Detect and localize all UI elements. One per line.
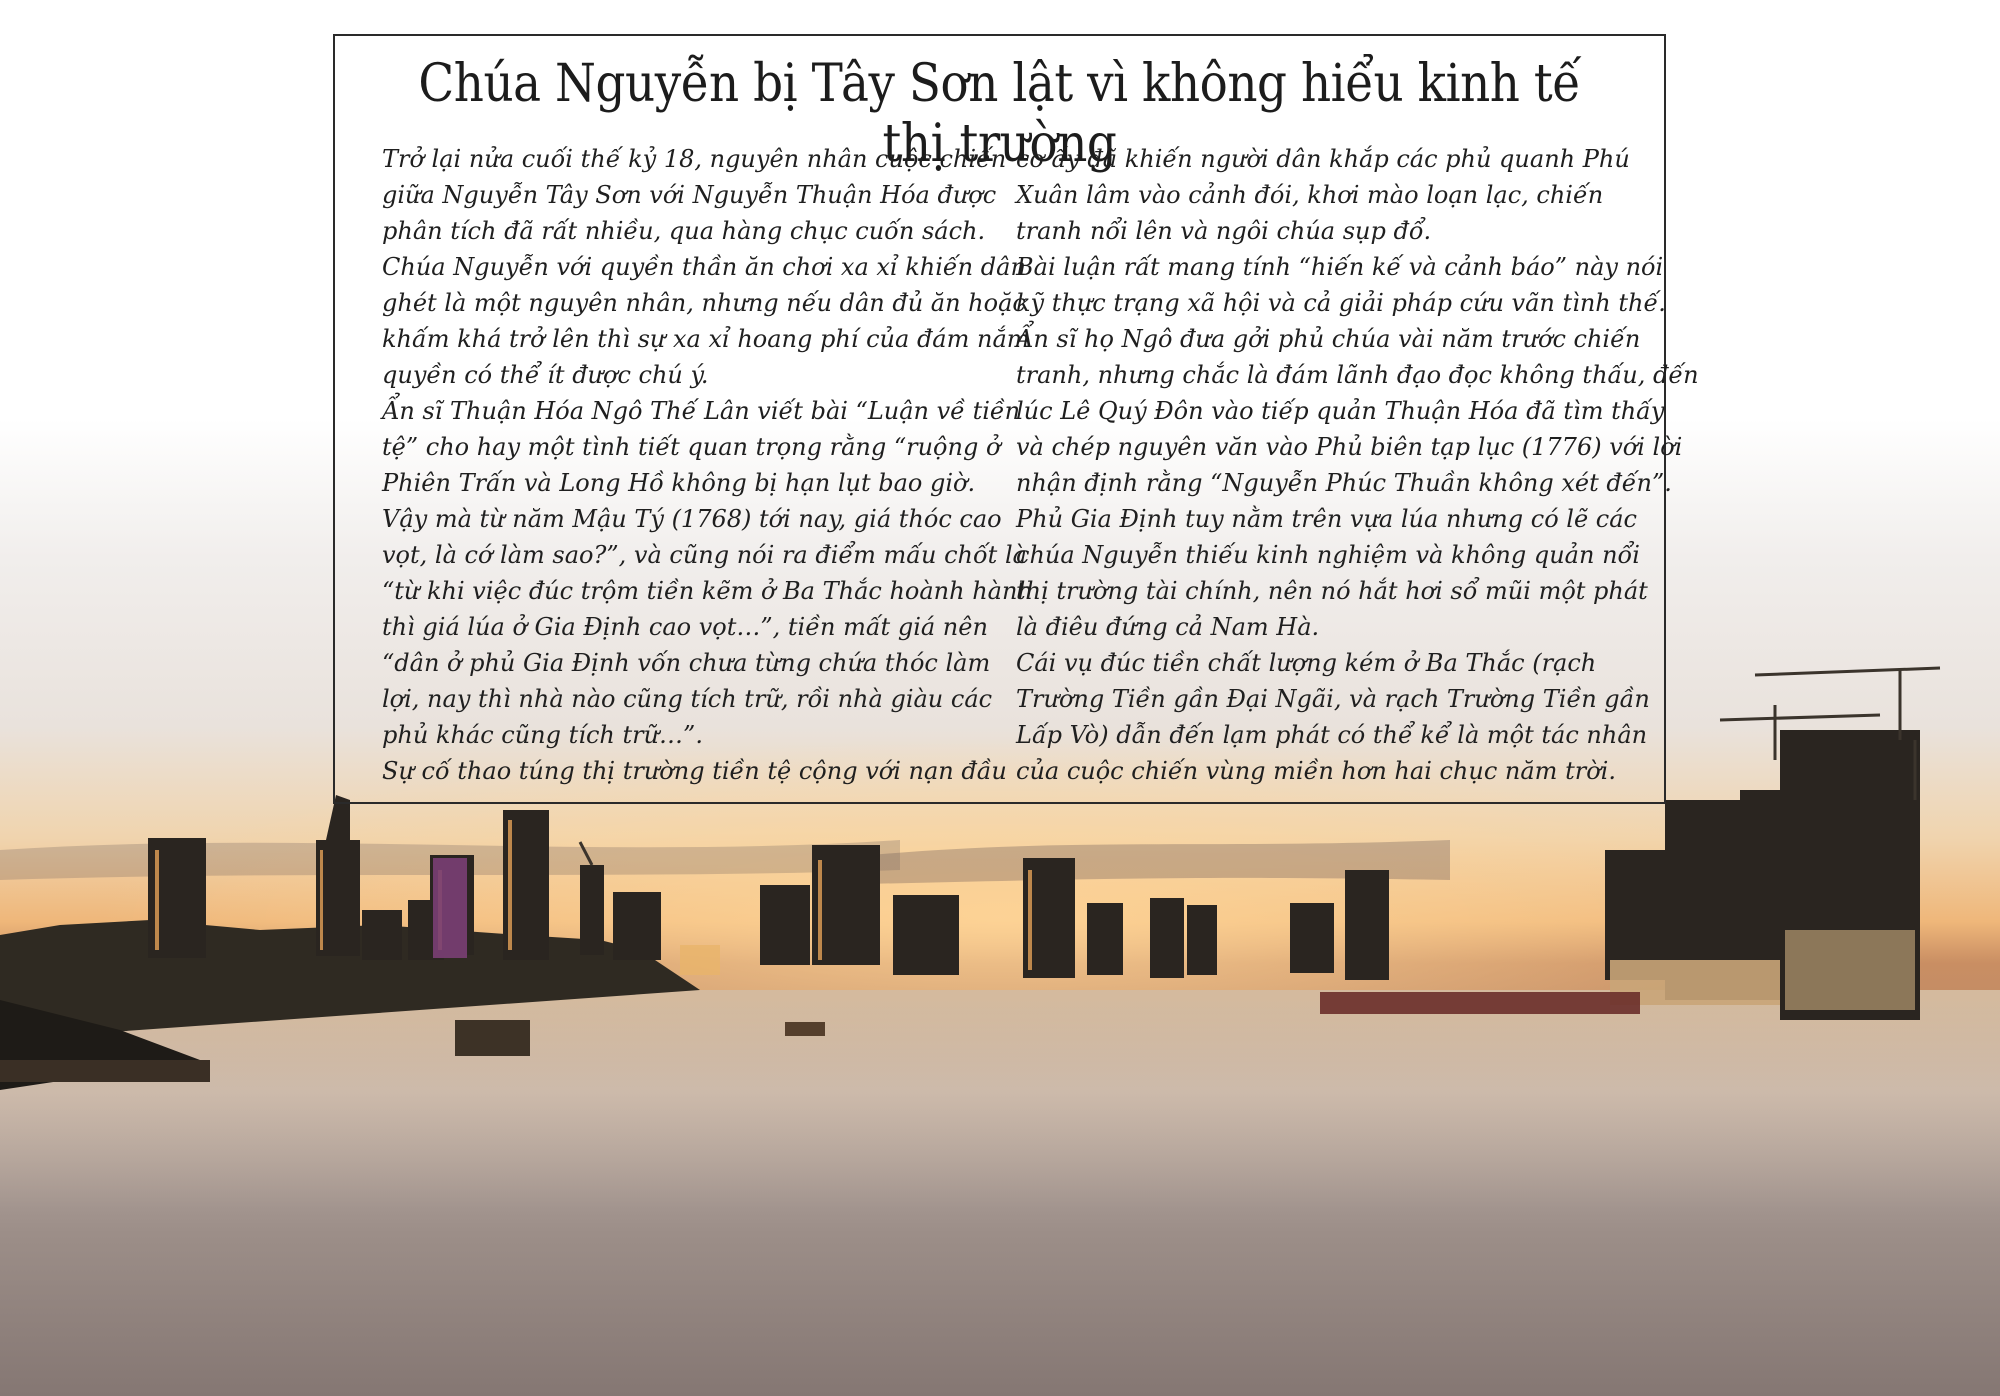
paragraph-line: nhận định rằng “Nguyễn Phúc Thuần không xét đến”. <box>1016 469 1672 497</box>
paragraph-line: tệ” cho hay một tình tiết quan trọng rằng “ruộng ở <box>382 433 1001 461</box>
paragraph-line: Phủ Gia Định tuy nằm trên vựa lúa nhưng có lẽ các <box>1016 505 1637 533</box>
paragraph-line: Ẩn sĩ Thuận Hóa Ngô Thế Lân viết bài “Luận về tiền <box>382 397 1021 425</box>
paragraph-line: lợi, nay thì nhà nào cũng tích trữ, rồi nhà giàu các <box>382 685 993 713</box>
paragraph-line: Xuân lâm vào cảnh đói, khơi mào loạn lạc, chiến <box>1016 181 1604 209</box>
paragraph-line: phủ khác cũng tích trữ…”. <box>382 721 703 749</box>
paragraph-line: khấm khá trở lên thì sự xa xỉ hoang phí của đám nắm <box>382 325 1030 353</box>
paragraph-line: Lấp Vò) dẫn đến lạm phát có thể kể là một tác nhân <box>1016 721 1648 749</box>
paragraph-line: kỹ thực trạng xã hội và cả giải pháp cứu vãn tình thế. <box>1016 289 1666 317</box>
paragraph-line: ghét là một nguyên nhân, nhưng nếu dân đủ ăn hoặc <box>382 289 1026 317</box>
paragraph-line: giữa Nguyễn Tây Sơn với Nguyễn Thuận Hóa được <box>382 181 997 209</box>
paragraph-line: Phiên Trấn và Long Hồ không bị hạn lụt bao giờ. <box>382 469 976 497</box>
paragraph-line: của cuộc chiến vùng miền hơn hai chục năm trời. <box>1016 757 1616 785</box>
article-title: Chúa Nguyễn bị Tây Sơn lật vì không hiểu kinh tế thị trường <box>418 54 1581 174</box>
paragraph-line: “từ khi việc đúc trộm tiền kẽm ở Ba Thắc hoành hành <box>382 577 1033 605</box>
paragraph-line: lúc Lê Quý Đôn vào tiếp quản Thuận Hóa đã tìm thấy <box>1016 397 1665 425</box>
paragraph-line: thị trường tài chính, nên nó hắt hơi sổ mũi một phát <box>1016 577 1648 605</box>
paragraph-line: vọt, là cớ làm sao?”, và cũng nói ra điểm mấu chốt là <box>382 541 1027 569</box>
paragraph-line: Trường Tiền gần Đại Ngãi, và rạch Trường Tiền gần <box>1016 685 1650 713</box>
paragraph-line: và chép nguyên văn vào Phủ biên tạp lục (1776) với lời <box>1016 433 1683 461</box>
paragraph-line: tranh nổi lên và ngôi chúa sụp đổ. <box>1016 217 1432 245</box>
paragraph-line: “dân ở phủ Gia Định vốn chưa từng chứa thóc làm <box>382 649 991 677</box>
paragraph-line: cơ ấy đã khiến người dân khắp các phủ quanh Phú <box>1016 145 1630 173</box>
paragraph-line: Ẩn sĩ họ Ngô đưa gởi phủ chúa vài năm trước chiến <box>1016 325 1641 353</box>
paragraph-line: chúa Nguyễn thiếu kinh nghiệm và không quản nổi <box>1016 541 1640 569</box>
paragraph-line: Cái vụ đúc tiền chất lượng kém ở Ba Thắc (rạch <box>1016 649 1597 677</box>
paragraph-line: Chúa Nguyễn với quyền thần ăn chơi xa xỉ khiến dân <box>382 253 1026 281</box>
paragraph-line: quyền có thể ít được chú ý. <box>382 361 709 389</box>
paragraph-line: Trở lại nửa cuối thế kỷ 18, nguyên nhân cuộc chiến <box>382 145 1007 173</box>
paragraph-line: tranh, nhưng chắc là đám lãnh đạo đọc không thấu, đến <box>1016 361 1699 389</box>
paragraph-line: Bài luận rất mang tính “hiến kế và cảnh báo” này nói <box>1016 253 1664 281</box>
article-column-right <box>1016 141 1699 789</box>
paragraph-line: là điêu đứng cả Nam Hà. <box>1016 613 1320 641</box>
paragraph-line: Vậy mà từ năm Mậu Tý (1768) tới nay, giá thóc cao <box>382 505 1002 533</box>
paragraph-line: Sự cố thao túng thị trường tiền tệ cộng với nạn đầu <box>382 757 1007 785</box>
paragraph-line: thì giá lúa ở Gia Định cao vọt…”, tiền mất giá nên <box>382 613 988 641</box>
paragraph-line: phân tích đã rất nhiều, qua hàng chục cuốn sách. <box>382 217 986 245</box>
article-column-left <box>382 141 1033 789</box>
